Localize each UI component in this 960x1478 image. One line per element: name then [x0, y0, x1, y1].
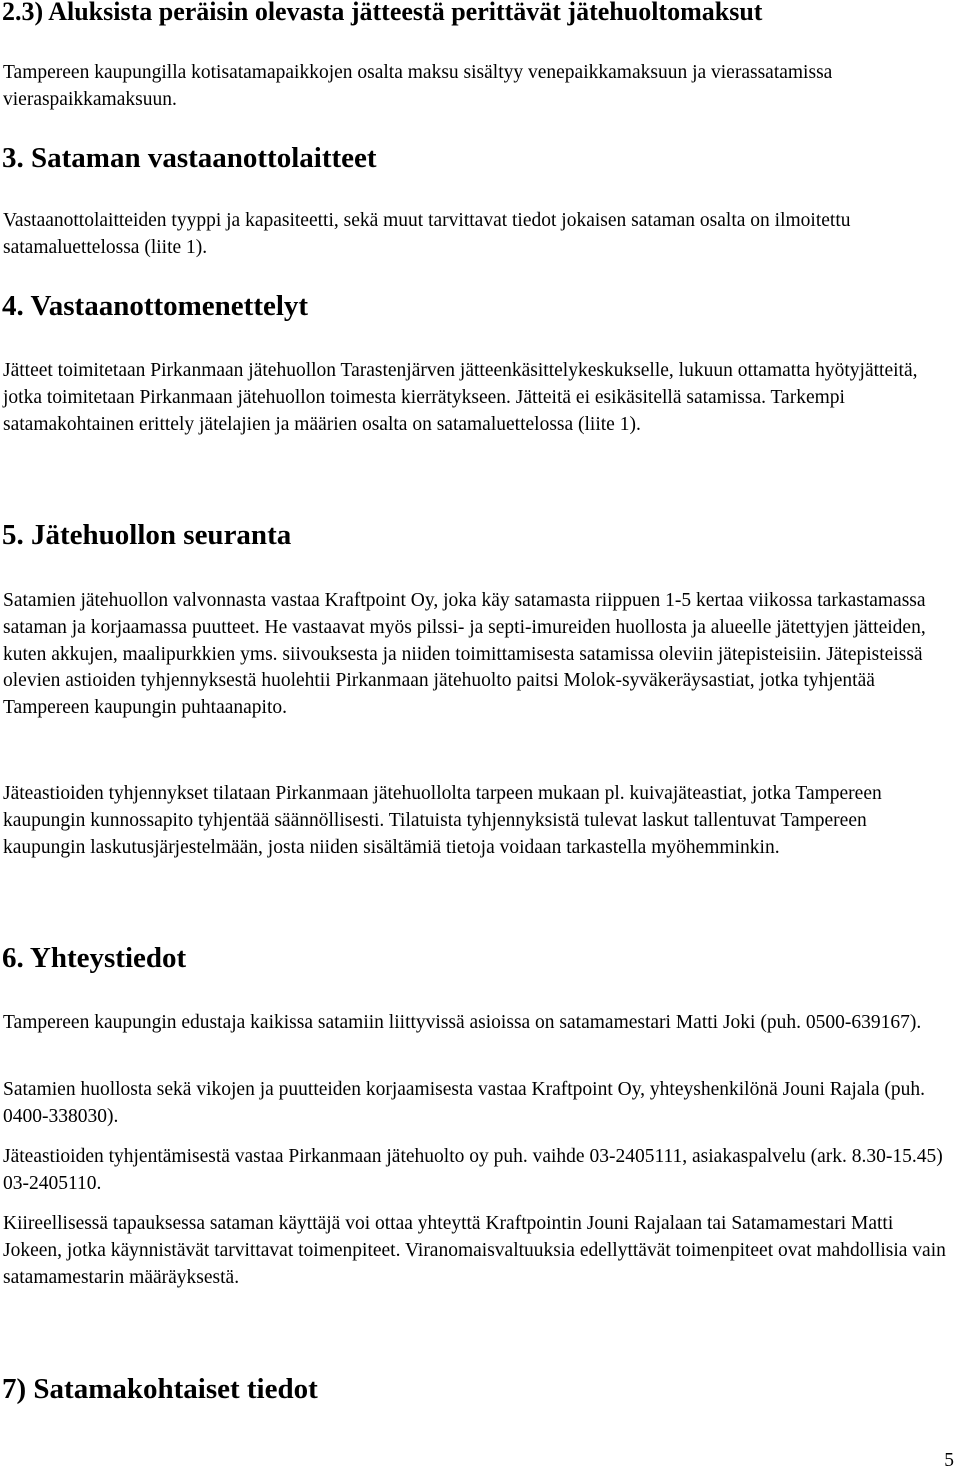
paragraph-6b: Satamien huollosta sekä vikojen ja puutteiden korjaamisesta vastaa Kraftpoint Oy, yhteyshenkilönä Jouni Rajala (puh. 0400-338030). [3, 1079, 926, 1127]
paragraph-4: Jätteet toimitetaan Pirkanmaan jätehuollon Tarastenjärven jätteenkäsittelykeskukselle, lukuun ottamatta hyötyjätteitä, jotka toimitetaan Pirkanmaan jätehuollon toimesta kierrätykseen. Jätteitä ei esikäsitellä satamissa. Tarkempi satamakohtainen erittely jätelajien ja määrien osalta on satamaluettelossa (liite 1). [3, 360, 918, 435]
heading-6: 6. Yhteystiedot [2, 942, 187, 974]
paragraph-3: Vastaanottolaitteiden tyyppi ja kapasiteetti, sekä muut tarvittavat tiedot jokaisen sataman osalta on ilmoitettu satamaluettelossa (liite 1). [3, 210, 851, 258]
page-number: 5 [944, 1450, 954, 1471]
paragraph-6d: Kiireellisessä tapauksessa sataman käyttäjä voi ottaa yhteyttä Kraftpointin Jouni Rajalaan tai Satamamestari Matti Jokeen, jotka käynnistävät tarvittavat toimenpiteet. Viranomaisvaltuuksia edellyttävät toimenpiteet ovat mahdollisia vain satamamestarin määräyksestä. [3, 1213, 946, 1288]
heading-5: 5. Jätehuollon seuranta [2, 519, 292, 551]
paragraph-5a: Satamien jätehuollon valvonnasta vastaa Kraftpoint Oy, joka käy satamasta riippuen 1-5 kertaa viikossa tarkastamassa sataman ja korjaamassa puutteet. He vastaavat myös pilssi- ja septi-imureiden huollosta ja alueelle jätettyjen jätteiden, kuten akkujen, maalipurkkien yms. siivouksesta ja niiden toimittamisesta satamissa oleviin jätepisteisiin. Jätepisteissä olevien astioiden tyhjennyksestä huolehtii Pirkanmaan jätehuolto paitsi Molok-syväkeräysastiat, jotka tyhjentää Tampereen kaupungin puhtaanapito. [3, 590, 926, 719]
paragraph-5b: Jäteastioiden tyhjennykset tilataan Pirkanmaan jätehuollolta tarpeen mukaan pl. kuivajäteastiat, jotka Tampereen kaupungin kunnossapito tyhjentää säännöllisesti. Tilatuista tyhjennyksistä tulevat laskut tallentuvat Tampereen kaupungin laskutusjärjestelmään, josta niiden sisältämiä tietoja voidaan tarkastella myöhemminkin. [3, 783, 882, 858]
heading-2-3: 2.3) Aluksista peräisin olevasta jätteestä perittävät jätehuoltomaksut [2, 0, 763, 26]
heading-7: 7) Satamakohtaiset tiedot [2, 1373, 318, 1405]
paragraph-6a: Tampereen kaupungin edustaja kaikissa satamiin liittyvissä asioissa on satamamestari Matti Joki (puh. 0500-639167). [3, 1012, 922, 1033]
heading-4: 4. Vastaanottomenettelyt [2, 290, 309, 322]
paragraph-2-3: Tampereen kaupungilla kotisatamapaikkojen osalta maksu sisältyy venepaikkamaksuun ja vierassatamissa vieraspaikkamaksuun. [3, 62, 833, 110]
paragraph-6c: Jäteastioiden tyhjentämisestä vastaa Pirkanmaan jätehuolto oy puh. vaihde 03-2405111, asiakaspalvelu (ark. 8.30-15.45) 03-2405110. [3, 1146, 943, 1194]
heading-3: 3. Sataman vastaanottolaitteet [2, 142, 377, 174]
